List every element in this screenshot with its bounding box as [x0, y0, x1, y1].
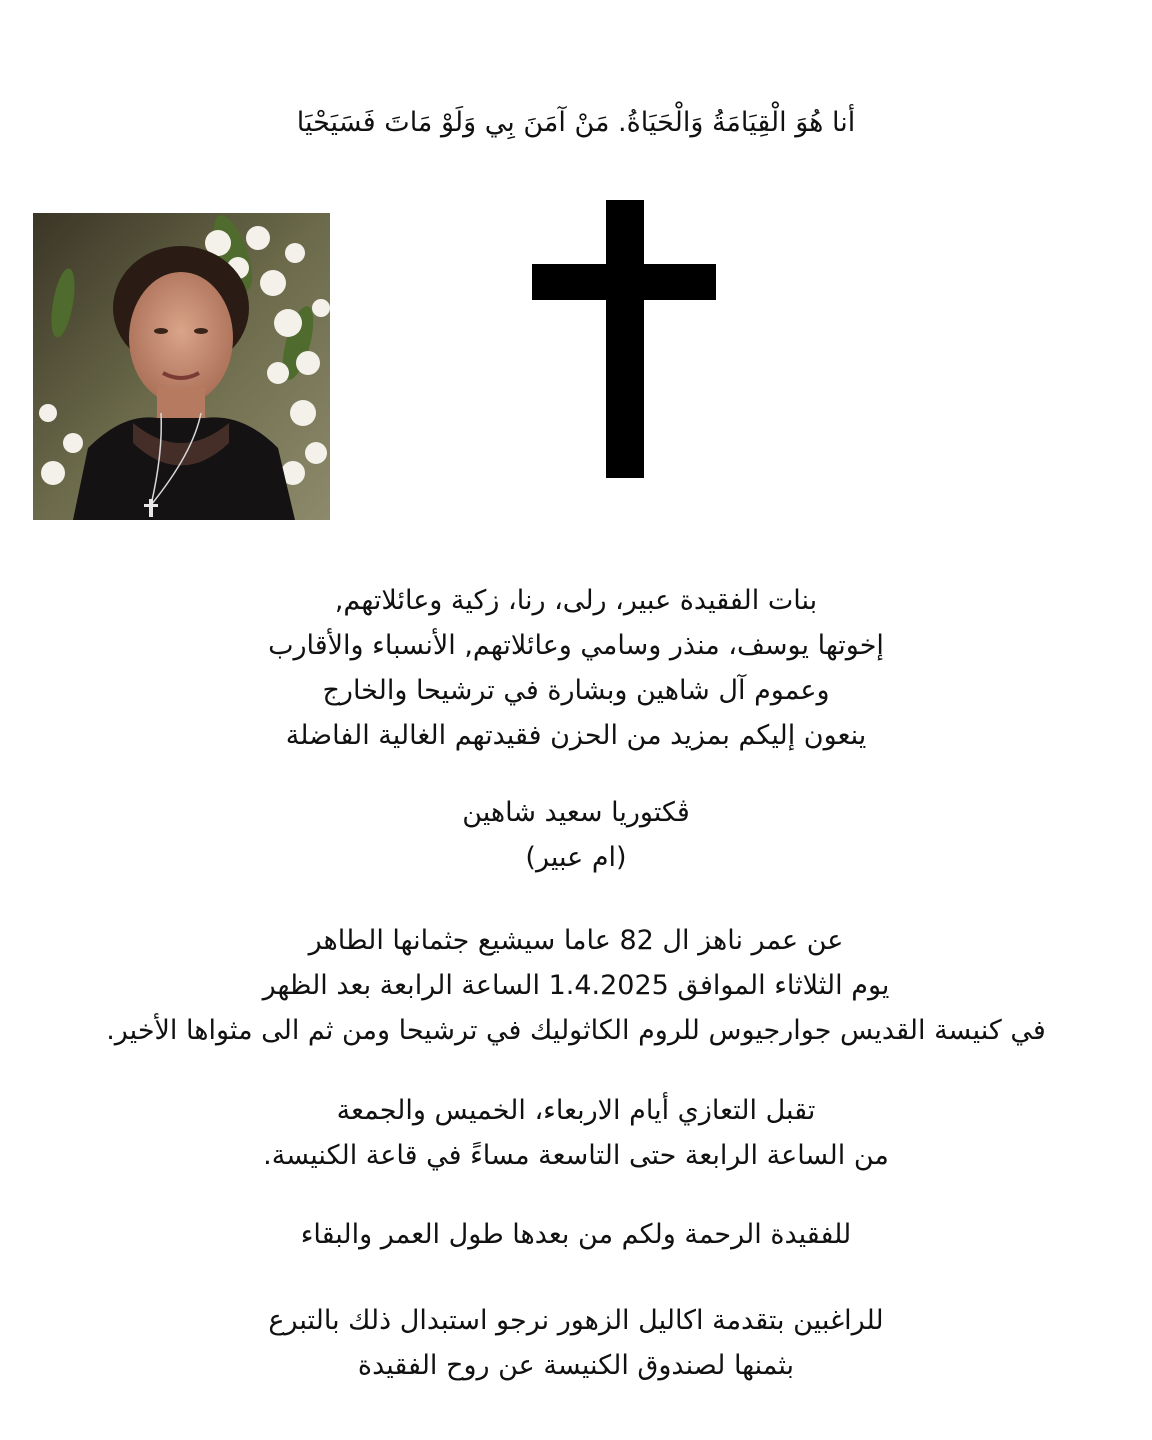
- family-line: إخوتها يوسف، منذر وسامي وعائلاتهم, الأنسباء والأقارب: [268, 630, 884, 661]
- funeral-details: [0, 918, 1152, 1053]
- funeral-line: في كنيسة القديس جوارجيوس للروم الكاثوليك في ترشيحا ومن ثم الى مثواها الأخير.: [106, 1015, 1046, 1046]
- cross-horizontal-beam: [532, 264, 716, 300]
- deceased-name: ڤكتوريا سعيد شاهين: [462, 797, 690, 828]
- cross-vertical-beam: [606, 200, 644, 478]
- funeral-line: عن عمر ناهز ال 82 عاما سيشيع جثمانها الطاهر: [308, 925, 844, 956]
- family-line: ينعون إليكم بمزيد من الحزن فقيدتهم الغالية الفاضلة: [285, 720, 867, 751]
- condolence-line: تقبل التعازي أيام الاربعاء، الخميس والجمعة: [336, 1095, 816, 1126]
- family-line: وعموم آل شاهين وبشارة في ترشيحا والخارج: [322, 675, 830, 706]
- flowers-line: بثمنها لصندوق الكنيسة عن روح الفقيدة: [357, 1350, 795, 1381]
- scripture-verse: أنا هُوَ الْقِيَامَةُ وَالْحَيَاةُ. مَنْ آمَنَ بِي وَلَوْ مَاتَ فَسَيَحْيَا: [296, 107, 856, 138]
- funeral-line: يوم الثلاثاء الموافق 1.4.2025 الساعة الرابعة بعد الظهر: [262, 970, 890, 1001]
- mercy-line: [0, 1212, 1152, 1257]
- condolence-line: من الساعة الرابعة حتى التاسعة مساءً في قاعة الكنيسة.: [263, 1140, 889, 1171]
- flowers-line: للراغبين بتقدمة اكاليل الزهور نرجو استبدال ذلك بالتبرع: [268, 1305, 884, 1336]
- mercy-text: للفقيدة الرحمة ولكم من بعدها طول العمر والبقاء: [300, 1219, 852, 1250]
- family-line: بنات الفقيدة عبير، رلى، رنا، زكية وعائلاتهم,: [334, 585, 818, 616]
- deceased-nickname: (ام عبير): [525, 842, 627, 873]
- condolence-details: [0, 1088, 1152, 1178]
- deceased-name-block: [0, 790, 1152, 880]
- family-announcement: [0, 578, 1152, 758]
- flowers-note: [0, 1298, 1152, 1388]
- deceased-portrait: [33, 213, 330, 520]
- cross-icon: [532, 200, 716, 478]
